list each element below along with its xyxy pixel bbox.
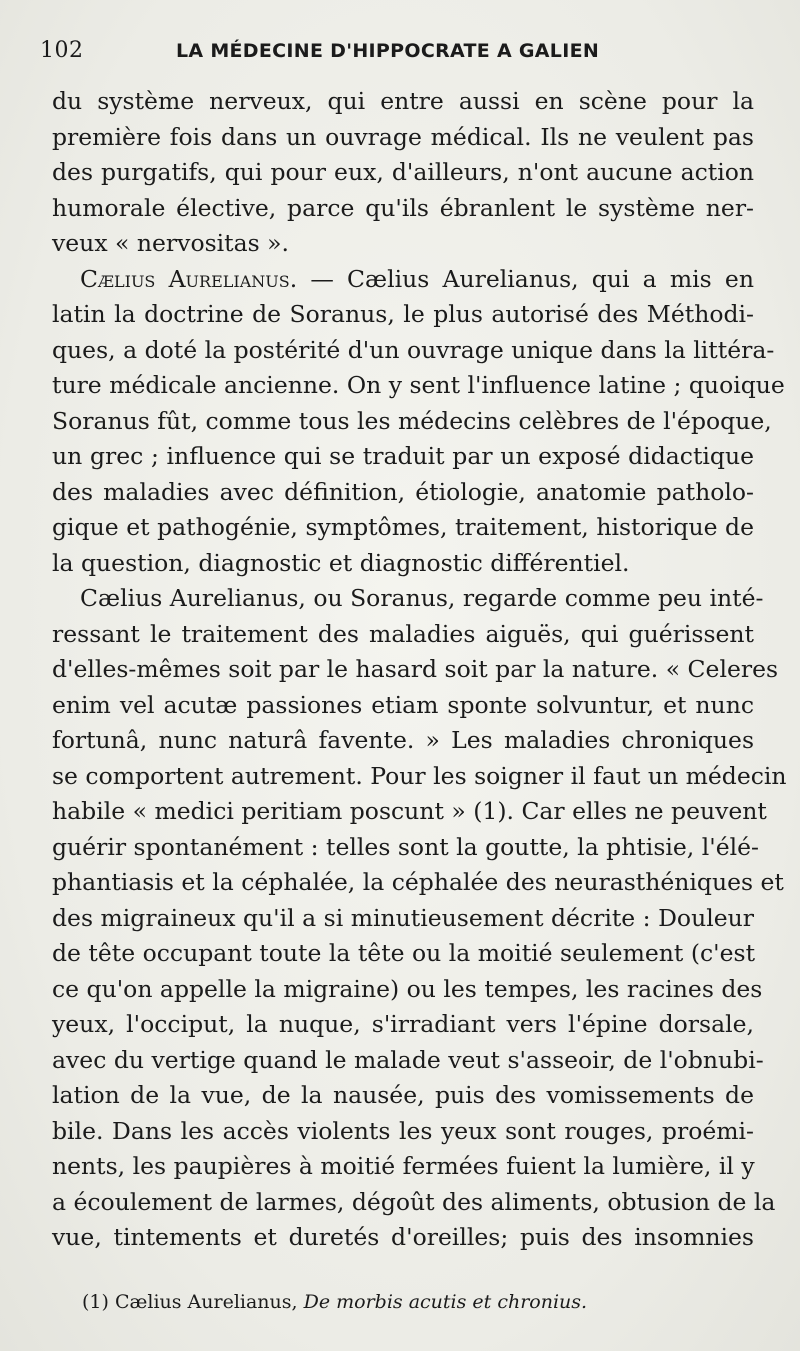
running-head <box>40 38 760 72</box>
text-line: yeux, l'occiput, la nuque, s'irradiant vers l'épine dorsale, <box>52 1010 754 1038</box>
footnote <box>82 1291 587 1313</box>
text-line: Cælius Aurelianus, ou Soranus, regarde comme peu inté- <box>80 584 764 612</box>
text-line: a écoulement de larmes, dégoût des aliments, obtusion de la <box>52 1187 776 1216</box>
text-line: des migraineux qu'il a si minutieusement décrite : Douleur <box>52 903 754 932</box>
running-title: LA MÉDECINE D'HIPPOCRATE A GALIEN <box>176 40 600 62</box>
text-line: vue, tintements et duretés d'oreilles; puis des insomnies <box>52 1223 754 1251</box>
text-line: Soranus fût, comme tous les médecins celèbres de l'époque, <box>52 406 772 435</box>
text-line: ture médicale ancienne. On y sent l'influence latine ; quoique <box>52 371 785 399</box>
text-line: ce qu'on appelle la migraine) ou les tempes, les racines des <box>52 974 763 1003</box>
text-line: la question, diagnostic et diagnostic différentiel. <box>52 548 630 577</box>
text-line: humorale élective, parce qu'ils ébranlent le système ner- <box>52 193 754 222</box>
text-line: des maladies avec définition, étiologie, anatomie patholo- <box>52 477 754 506</box>
text-line: avec du vertige quand le malade veut s'asseoir, de l'obnubi- <box>52 1045 764 1074</box>
text-line: veux « nervositas ». <box>52 229 289 257</box>
footnote-author: Cælius Aurelianus, <box>114 1291 298 1313</box>
text-line: latin la doctrine de Soranus, le plus autorisé des Méthodi- <box>52 300 754 328</box>
text-line: ressant le traitement des maladies aiguës, qui guérissent <box>52 619 754 648</box>
text-line: gique et pathogénie, symptômes, traitement, historique de <box>52 513 754 541</box>
text-line: un grec ; influence qui se traduit par un exposé didactique <box>52 442 754 470</box>
text-line: guérir spontanément : telles sont la goutte, la phtisie, l'élé- <box>52 832 759 861</box>
text-line: du système nerveux, qui entre aussi en scène pour la <box>52 87 754 115</box>
text-line: première fois dans un ouvrage médical. Ils ne veulent pas <box>52 122 754 151</box>
text-line: fortunâ, nunc naturâ favente. » Les maladies chroniques <box>52 726 754 754</box>
text-line: bile. Dans les accès violents les yeux sont rouges, proémi- <box>52 1116 754 1145</box>
text-line: nents, les paupières à moitié fermées fuient la lumière, il y <box>52 1152 755 1180</box>
text-line: des purgatifs, qui pour eux, d'ailleurs, n'ont aucune action <box>52 158 754 186</box>
text-line: de tête occupant toute la tête ou la moitié seulement (c'est <box>52 939 756 967</box>
text-line: se comportent autrement. Pour les soigner il faut un médecin <box>52 761 787 790</box>
page-number: 102 <box>40 38 84 63</box>
section-heading: Cælius Aurelianus. <box>80 264 298 293</box>
footnote-marker: (1) <box>82 1291 109 1313</box>
body-text <box>52 84 787 1256</box>
text-line: d'elles-mêmes soit par le hasard soit par la nature. « Celeres <box>52 655 779 683</box>
section-heading-continuation: — Cælius Aurelianus, qui a mis en <box>310 264 754 293</box>
footnote-title: De morbis acutis et chronius. <box>303 1291 588 1313</box>
text-line: lation de la vue, de la nausée, puis des vomissements de <box>52 1081 754 1109</box>
text-line-with-heading <box>52 262 754 298</box>
text-line: habile « medici peritiam poscunt » (1). Car elles ne peuvent <box>52 797 767 825</box>
text-line: phantiasis et la céphalée, la céphalée des neurasthéniques et <box>52 868 784 896</box>
text-line: ques, a doté la postérité d'un ouvrage unique dans la littéra- <box>52 335 775 364</box>
text-line: enim vel acutæ passiones etiam sponte solvuntur, et nunc <box>52 690 754 719</box>
